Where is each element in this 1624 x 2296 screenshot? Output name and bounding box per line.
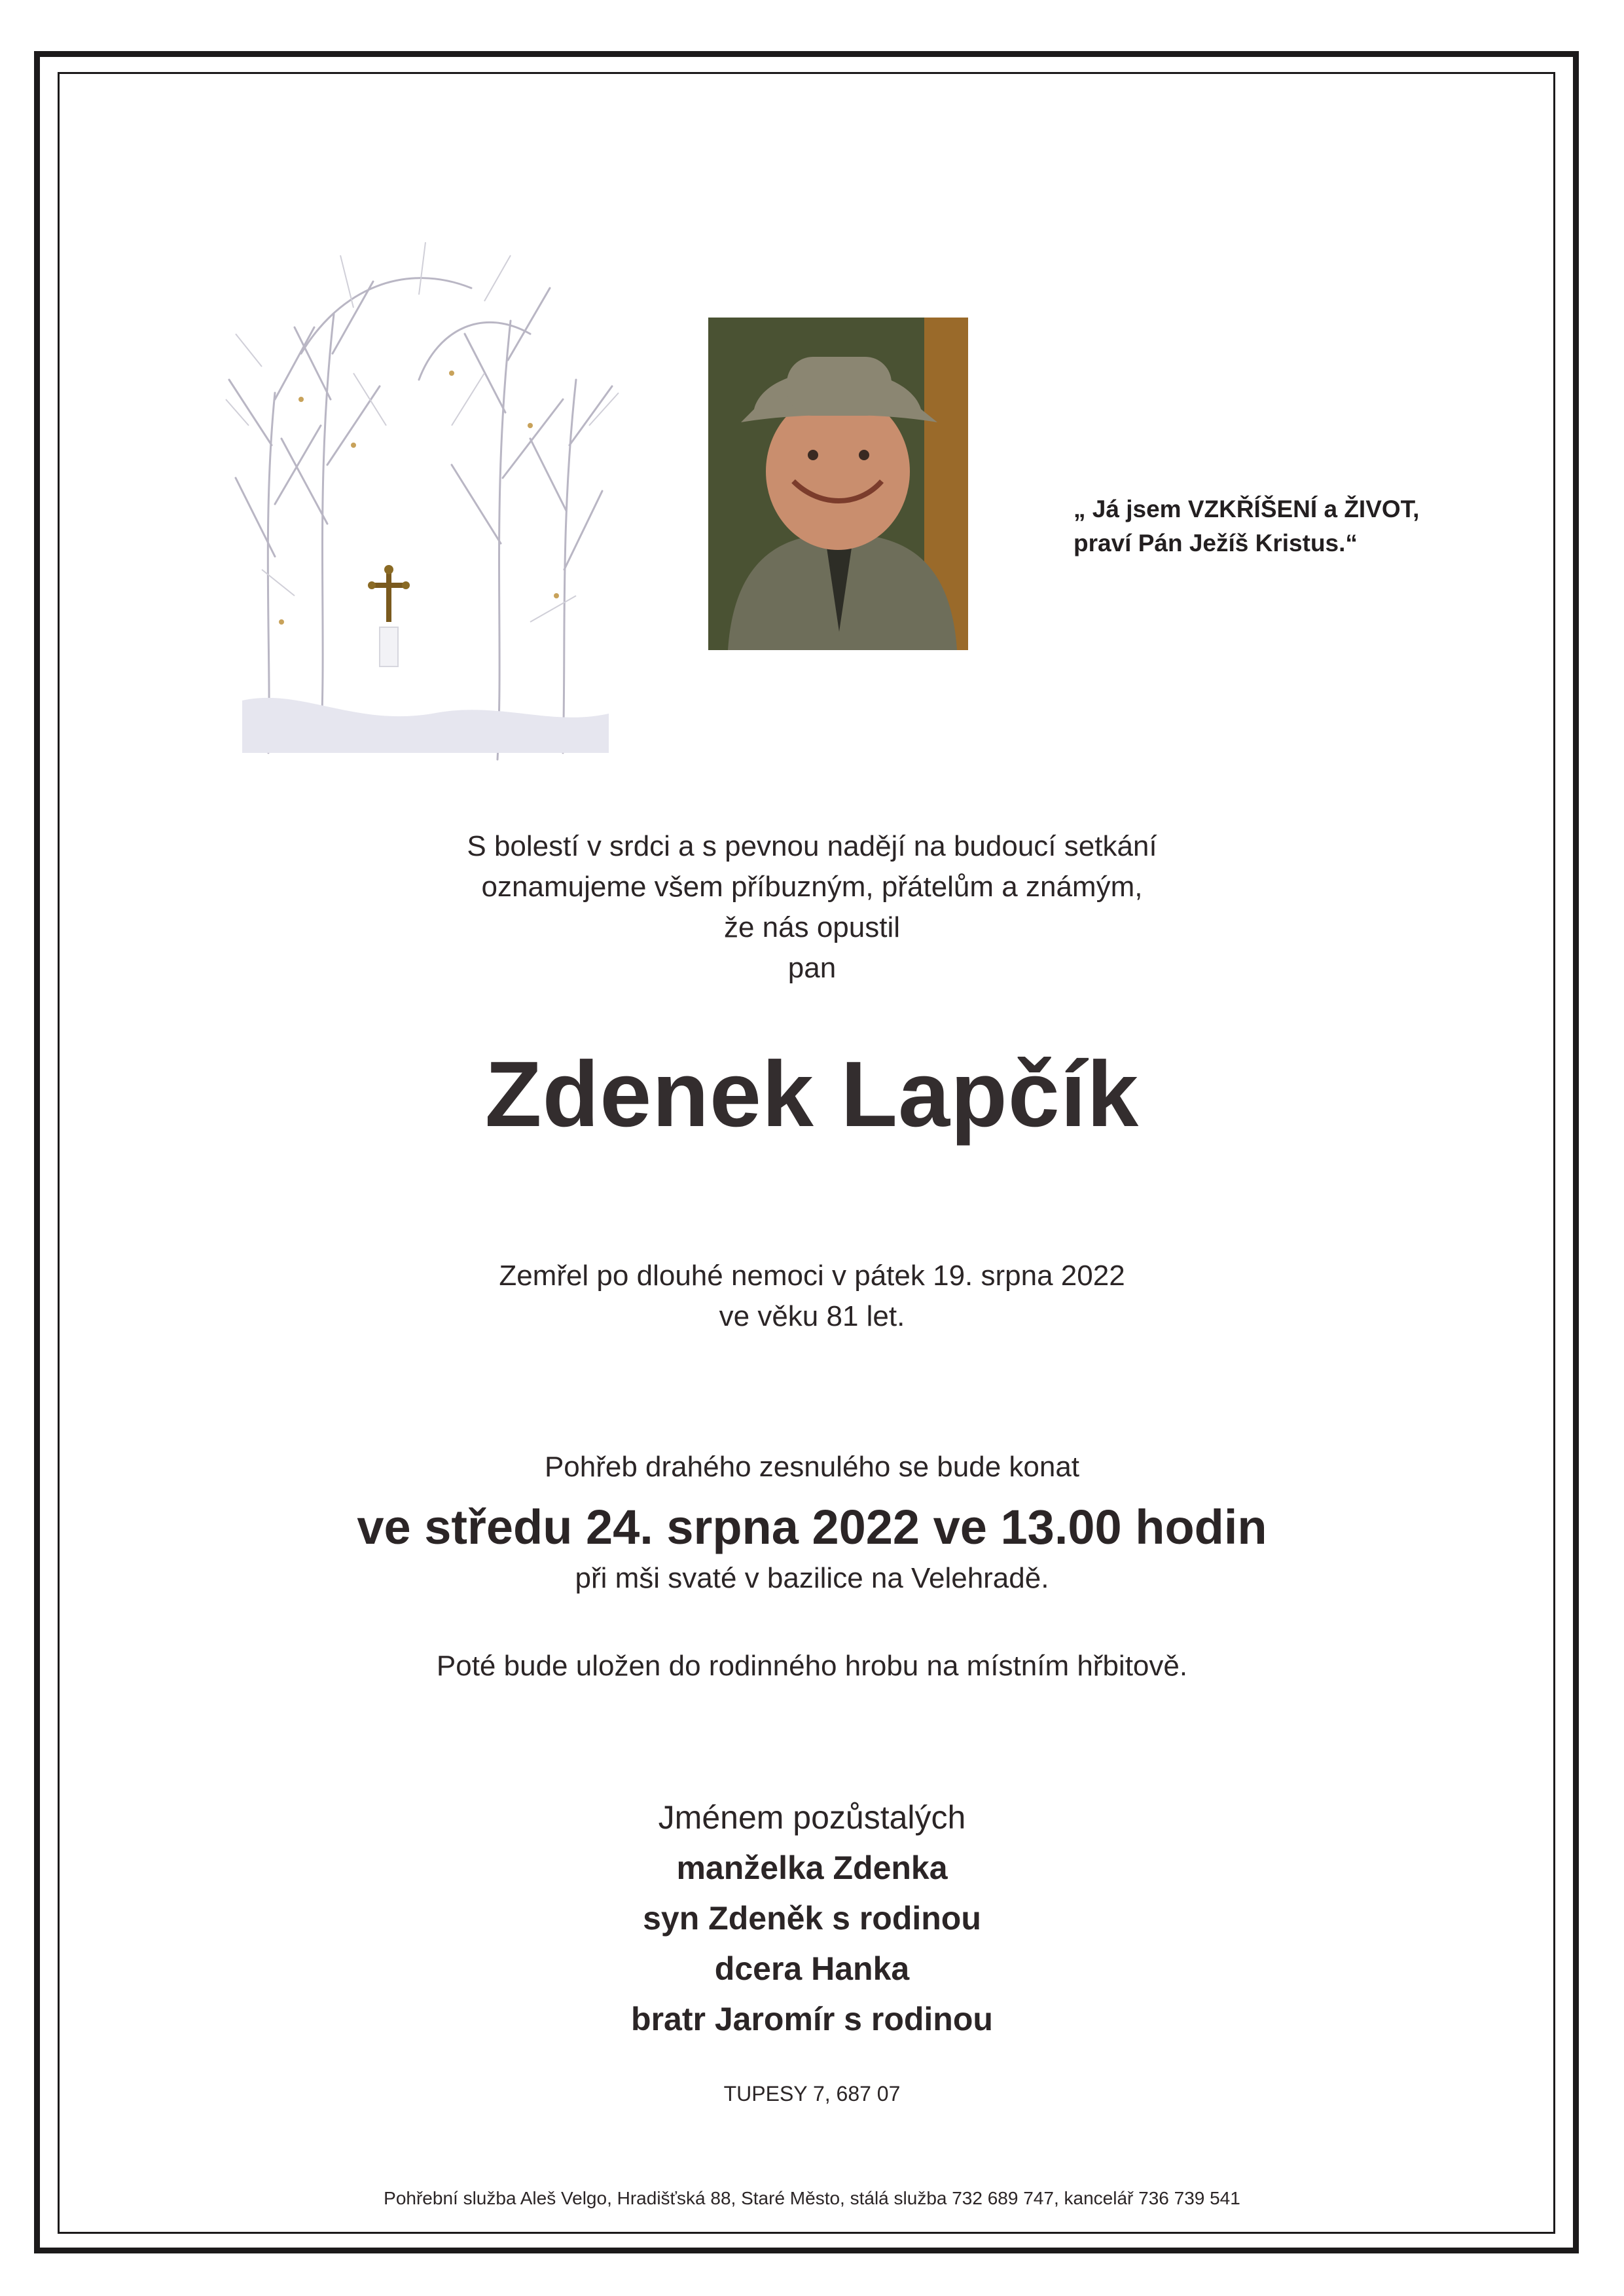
bible-quote [1074,492,1479,560]
quote-line-1: „ Já jsem VZKŘÍŠENÍ a ŽIVOT, [1074,496,1420,522]
portrait-photo [708,318,968,650]
intro-line-1: S bolestí v srdci a s pevnou nadějí na budoucí setkání [467,830,1157,862]
funeral-intro: Pohřeb drahého zesnulého se bude konat [544,1451,1080,1483]
announcement-intro [0,826,1624,989]
cross-icon [368,565,410,666]
winter-trees-illustration [223,229,622,779]
mourner-name: bratr Jaromír s rodinou [631,2001,993,2037]
intro-line-4: pan [787,952,837,984]
mourner-name: manželka Zdenka [676,1850,948,1886]
quote-line-2: praví Pán Ježíš Kristus.“ [1074,530,1358,556]
funeral-date: ve středu 24. srpna 2022 ve 13.00 hodin [357,1500,1267,1554]
intro-line-2: oznamujeme všem příbuzným, přátelům a známým, [481,871,1143,903]
mourner-name: dcera Hanka [714,1950,910,1987]
mourners-list [0,1793,1624,2045]
mourners-heading: Jménem pozůstalých [658,1799,966,1836]
burial-info: Poté bude uložen do rodinného hrobu na místním hřbitově. [436,1650,1188,1682]
death-info [0,1256,1624,1337]
deceased-name: Zdenek Lapčík [484,1042,1140,1146]
death-line-2: ve věku 81 let. [719,1300,905,1332]
death-line-1: Zemřel po dlouhé nemoci v pátek 19. srpna 2022 [499,1260,1125,1292]
funeral-place: při mši svaté v bazilice na Velehradě. [575,1562,1049,1594]
funeral-service-footer: Pohřební služba Aleš Velgo, Hradišťská 88, Staré Město, stálá služba 732 689 747, kancelář 736 739 541 [384,2188,1240,2208]
intro-line-3: že nás opustil [723,911,901,943]
address: TUPESY 7, 687 07 [723,2082,901,2105]
mourner-name: syn Zdeněk s rodinou [643,1900,981,1937]
